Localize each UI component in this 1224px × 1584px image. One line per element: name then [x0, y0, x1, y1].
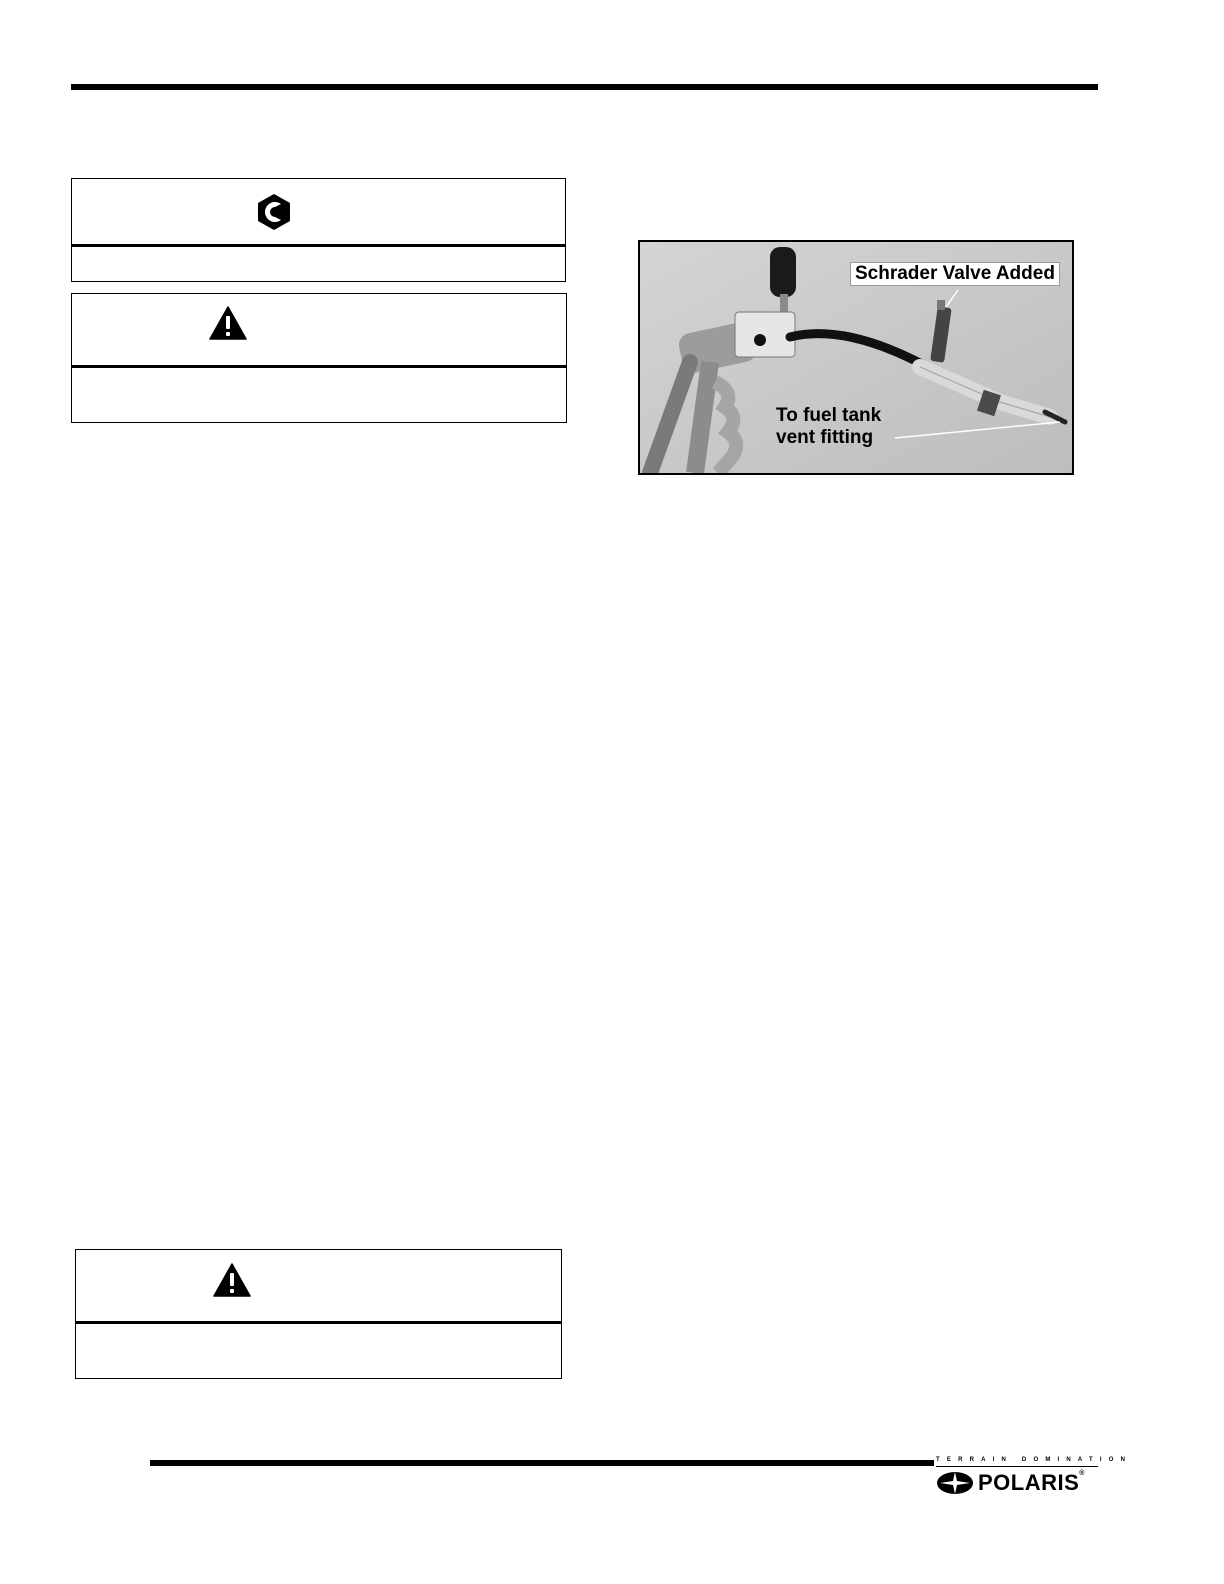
pressure-tester-photo	[638, 240, 1074, 475]
polaris-wordmark	[978, 1470, 1085, 1496]
vent-fitting-callout-line1: To fuel tank	[776, 405, 882, 426]
warning-box	[71, 293, 567, 423]
footer-rule	[150, 1460, 934, 1466]
vent-fitting-callout-line2: vent fitting	[776, 427, 874, 448]
notice-divider	[72, 244, 565, 247]
header-rule	[71, 84, 1098, 90]
warning-triangle-icon	[213, 1263, 251, 1302]
notice-divider	[72, 365, 566, 368]
schrader-valve-callout: Schrader Valve Added	[850, 262, 1060, 286]
warning-box	[75, 1249, 562, 1379]
warning-triangle-icon	[209, 306, 247, 345]
polaris-star-logo-icon	[936, 1470, 974, 1501]
brand-tagline: TERRAIN DOMINATION	[936, 1457, 1133, 1463]
tagline-rule	[936, 1466, 1098, 1467]
registered-mark: ®	[1079, 1470, 1085, 1477]
logo-text: POLARIS	[978, 1470, 1080, 1495]
wrench-hex-icon	[255, 193, 293, 236]
tool-notice-box	[71, 178, 566, 282]
notice-divider	[76, 1321, 561, 1324]
